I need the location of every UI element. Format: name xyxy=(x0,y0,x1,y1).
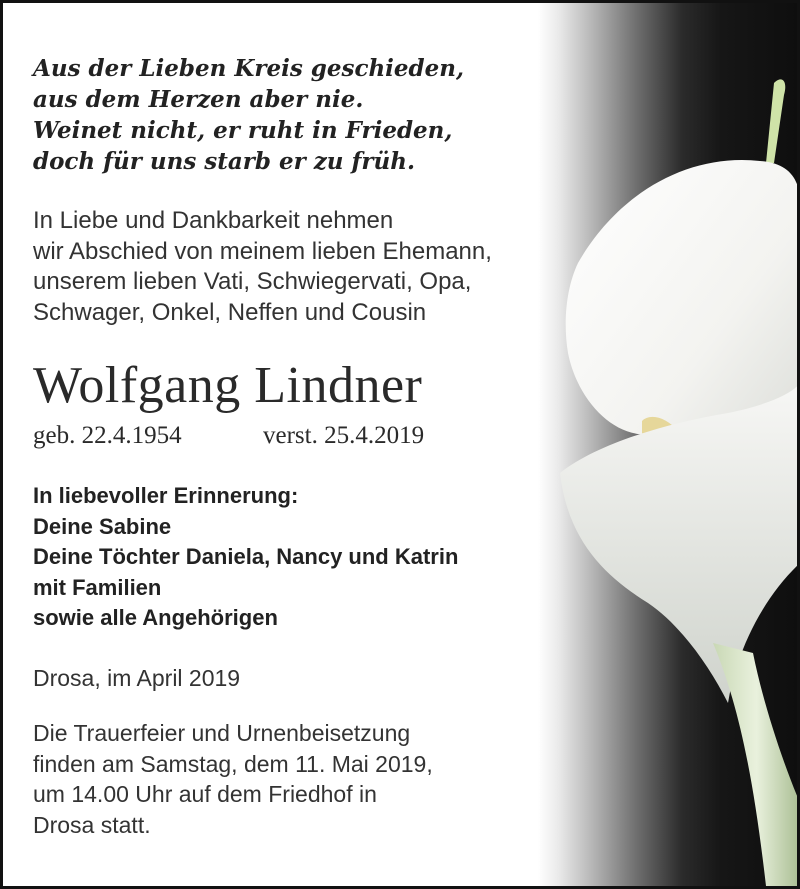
poem-line: doch für uns starb er zu früh. xyxy=(33,148,415,175)
birth-date: geb. 22.4.1954 xyxy=(33,422,182,449)
funeral-line: Drosa statt. xyxy=(33,811,151,838)
poem-line: Weinet nicht, er ruht in Frieden, xyxy=(33,117,453,144)
intro-line: unserem lieben Vati, Schwiegervati, Opa, xyxy=(33,268,472,295)
calla-lily-icon xyxy=(538,3,800,886)
intro-text xyxy=(33,206,492,328)
mourner-line: Deine Sabine xyxy=(33,513,172,539)
intro-line: In Liebe und Dankbarkeit nehmen xyxy=(33,207,394,234)
mourner-line: Deine Töchter Daniela, Nancy und Katrin xyxy=(33,544,459,569)
poem-line: Aus der Lieben Kreis geschieden, xyxy=(33,55,464,82)
mourners-list xyxy=(33,481,458,634)
place-date: Drosa, im April 2019 xyxy=(33,665,241,691)
life-dates xyxy=(33,421,424,451)
death-date: verst. 25.4.2019 xyxy=(263,422,425,449)
funeral-line: Die Trauerfeier und Urnenbeisetzung xyxy=(33,720,411,746)
deceased-name: Wolfgang Lindner xyxy=(33,357,423,414)
funeral-info xyxy=(33,718,433,840)
mourner-line: sowie alle Angehörigen xyxy=(33,605,278,630)
mourner-line: mit Familien xyxy=(33,574,162,600)
intro-line: wir Abschied von meinem lieben Ehemann, xyxy=(33,237,492,265)
poem-line: aus dem Herzen aber nie. xyxy=(33,86,364,113)
intro-line: Schwager, Onkel, Neffen und Cousin xyxy=(33,298,427,326)
funeral-line: finden am Samstag, dem 11. Mai 2019, xyxy=(33,750,433,777)
calla-lily-image xyxy=(538,3,800,886)
mourner-line: In liebevoller Erinnerung: xyxy=(33,483,299,508)
funeral-line: um 14.00 Uhr auf dem Friedhof in xyxy=(33,781,377,807)
memorial-poem xyxy=(33,53,464,177)
